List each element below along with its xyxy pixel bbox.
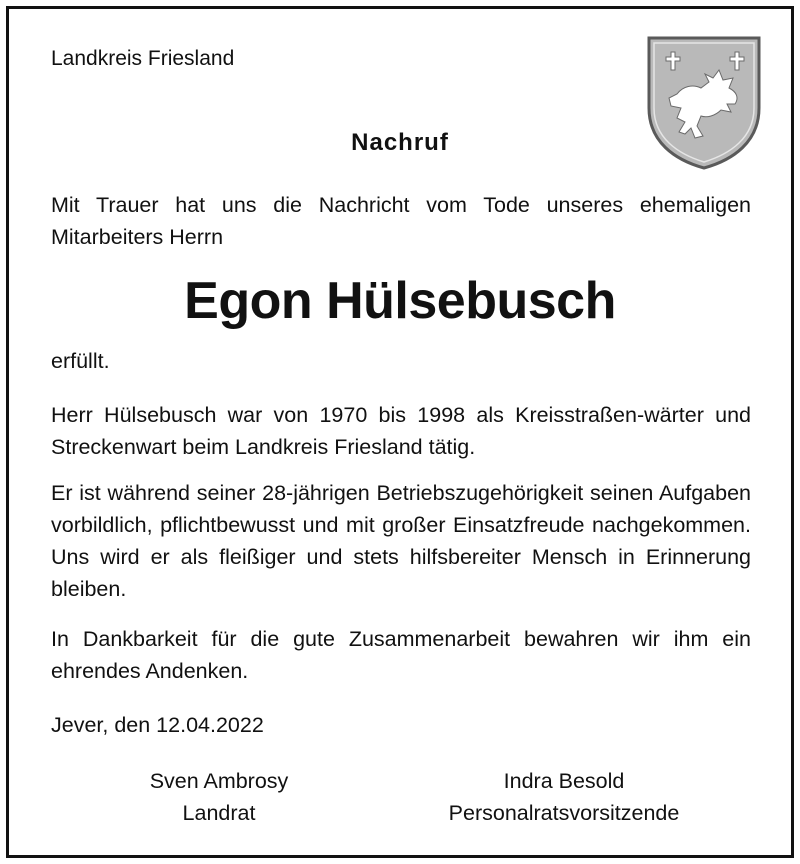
paragraph-thanks: In Dankbarkeit für die gute Zusammenarbeit bewahren wir ihm ein ehrendes Andenken. xyxy=(51,627,751,683)
signatory-role: Landrat xyxy=(182,801,256,825)
intro-end-text: erfüllt. xyxy=(51,349,110,373)
heading: Nachruf xyxy=(351,129,449,156)
signatory-name: Indra Besold xyxy=(503,769,625,793)
signatory-left xyxy=(119,765,319,829)
signatory-right xyxy=(409,765,719,829)
paragraph-employment: Herr Hülsebusch war von 1970 bis 1998 als Kreisstraßen-wärter und Streckenwart beim Landkreis Friesland tätig. xyxy=(51,403,751,459)
signatory-role: Personalratsvorsitzende xyxy=(448,801,680,825)
intro-text: Mit Trauer hat uns die Nachricht vom Tode unseres ehemaligen Mitarbeiters Herrn xyxy=(51,193,751,249)
place-date: Jever, den 12.04.2022 xyxy=(51,713,264,737)
obituary-notice xyxy=(6,6,794,858)
signatory-name: Sven Ambrosy xyxy=(149,769,289,793)
deceased-name: Egon Hülsebusch xyxy=(184,272,616,330)
issuer-name: Landkreis Friesland xyxy=(51,47,235,70)
paragraph-service: Er ist während seiner 28-jährigen Betriebszugehörigkeit seinen Aufgaben vorbildlich, pflichtbewusst und mit großer Einsatzfreude nachgekommen. Uns wird er als fleißiger und stets hilfsbereiter Mensch in Erinnerung bleiben. xyxy=(51,481,751,601)
